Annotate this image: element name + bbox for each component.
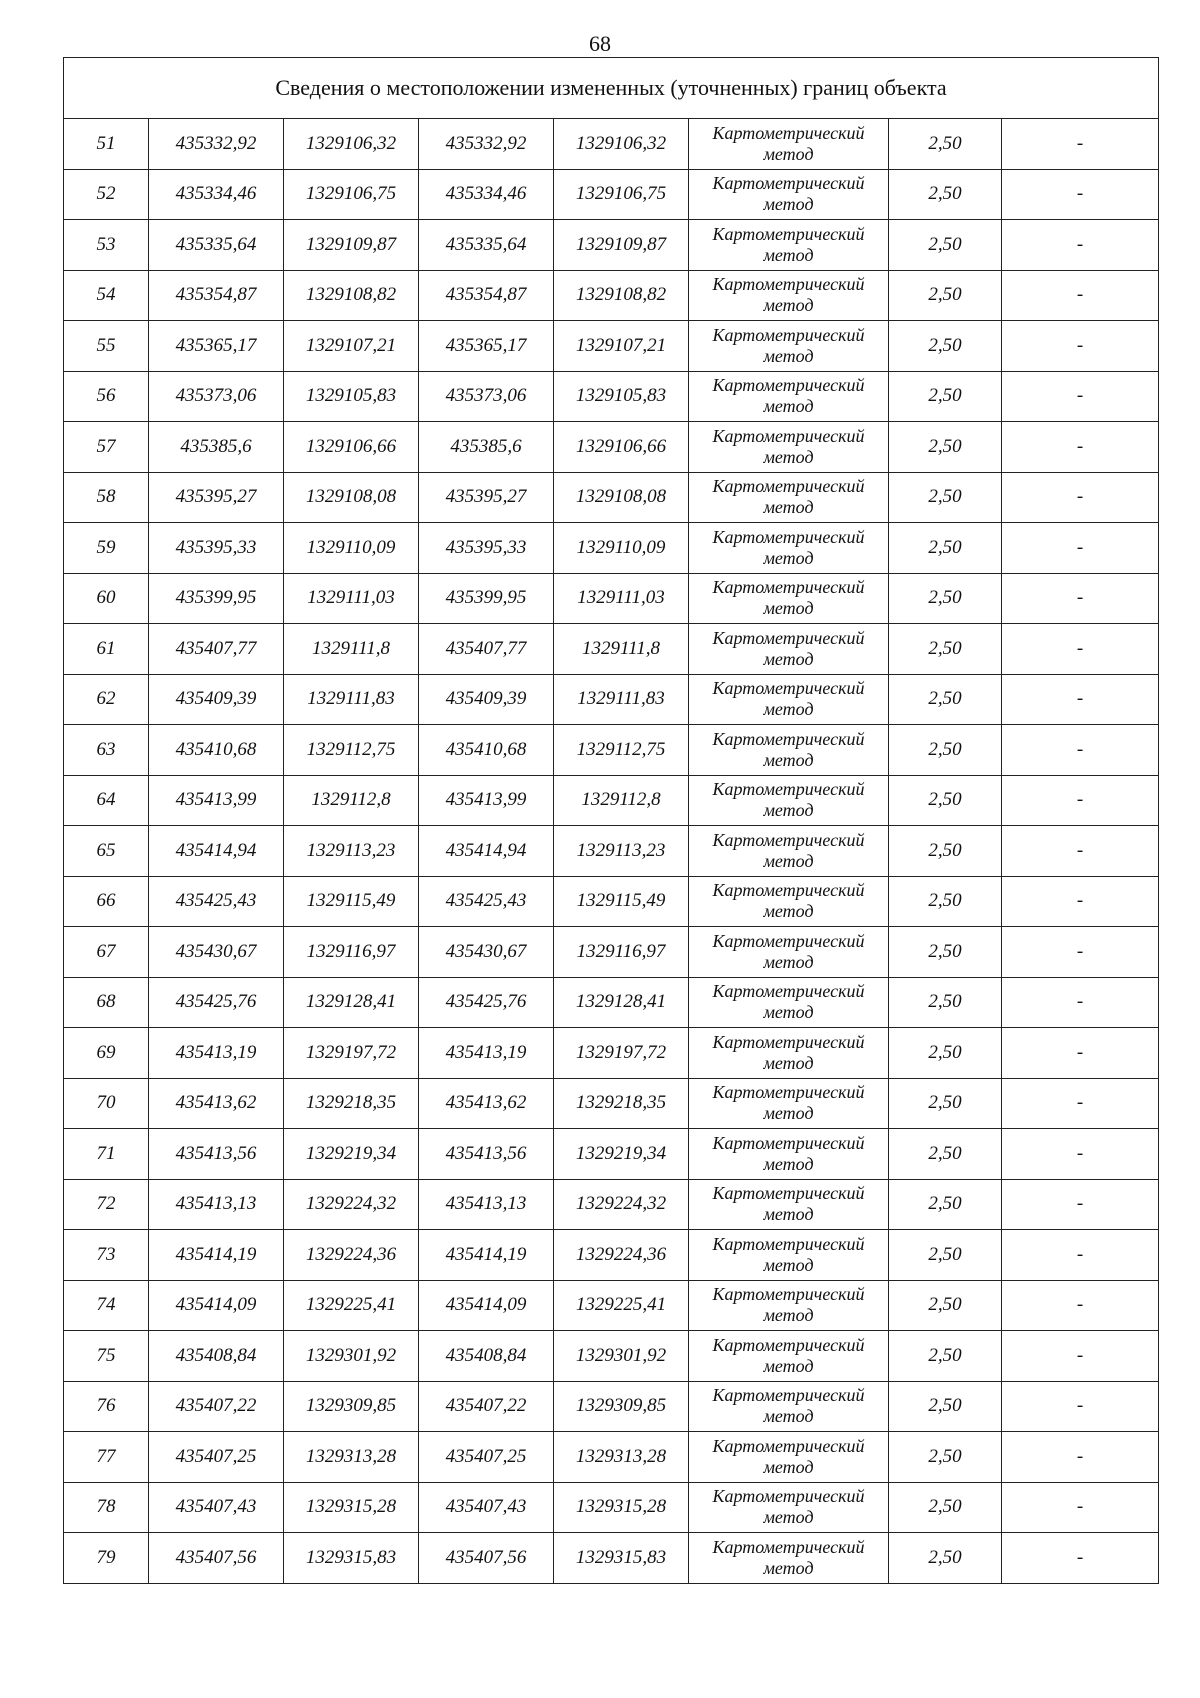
refined-y-cell: 1329110,09 (554, 523, 689, 574)
existing-x-cell: 435354,87 (149, 270, 284, 321)
accuracy-cell: 2,50 (889, 220, 1002, 271)
existing-x-cell: 435409,39 (149, 674, 284, 725)
existing-y-cell: 1329315,83 (284, 1533, 419, 1584)
existing-y-cell: 1329301,92 (284, 1331, 419, 1382)
method-text: Картометрический метод (712, 1334, 865, 1376)
refined-y-cell: 1329225,41 (554, 1280, 689, 1331)
accuracy-cell: 2,50 (889, 725, 1002, 776)
point-number-cell: 55 (64, 321, 149, 372)
existing-x-cell: 435430,67 (149, 927, 284, 978)
accuracy-cell: 2,50 (889, 270, 1002, 321)
refined-x-cell: 435395,27 (419, 472, 554, 523)
point-number-cell: 69 (64, 1028, 149, 1079)
method-text: Картометрический метод (712, 779, 865, 821)
existing-y-cell: 1329224,32 (284, 1179, 419, 1230)
accuracy-cell: 2,50 (889, 1230, 1002, 1281)
refined-x-cell: 435430,67 (419, 927, 554, 978)
method-cell (689, 1028, 889, 1079)
method-cell (689, 1331, 889, 1382)
point-number-cell: 76 (64, 1381, 149, 1432)
method-text: Картометрический метод (712, 274, 865, 316)
accuracy-cell: 2,50 (889, 775, 1002, 826)
note-cell: - (1002, 422, 1159, 473)
refined-x-cell: 435407,56 (419, 1533, 554, 1584)
accuracy-cell: 2,50 (889, 927, 1002, 978)
existing-x-cell: 435373,06 (149, 371, 284, 422)
point-number-cell: 54 (64, 270, 149, 321)
method-cell (689, 1381, 889, 1432)
point-number-cell: 75 (64, 1331, 149, 1382)
method-text: Картометрический метод (712, 678, 865, 720)
method-cell (689, 1179, 889, 1230)
refined-x-cell: 435332,92 (419, 119, 554, 170)
existing-y-cell: 1329225,41 (284, 1280, 419, 1331)
note-cell: - (1002, 169, 1159, 220)
accuracy-cell: 2,50 (889, 977, 1002, 1028)
existing-y-cell: 1329105,83 (284, 371, 419, 422)
refined-x-cell: 435407,22 (419, 1381, 554, 1432)
refined-x-cell: 435407,43 (419, 1482, 554, 1533)
refined-y-cell: 1329224,36 (554, 1230, 689, 1281)
refined-y-cell: 1329112,8 (554, 775, 689, 826)
refined-y-cell: 1329128,41 (554, 977, 689, 1028)
note-cell: - (1002, 119, 1159, 170)
method-cell (689, 1482, 889, 1533)
accuracy-cell: 2,50 (889, 119, 1002, 170)
existing-x-cell: 435414,94 (149, 826, 284, 877)
existing-x-cell: 435413,13 (149, 1179, 284, 1230)
existing-x-cell: 435335,64 (149, 220, 284, 271)
existing-x-cell: 435334,46 (149, 169, 284, 220)
accuracy-cell: 2,50 (889, 1432, 1002, 1483)
point-number-cell: 62 (64, 674, 149, 725)
refined-x-cell: 435413,62 (419, 1078, 554, 1129)
note-cell: - (1002, 1230, 1159, 1281)
note-cell: - (1002, 775, 1159, 826)
existing-y-cell: 1329315,28 (284, 1482, 419, 1533)
accuracy-cell: 2,50 (889, 1533, 1002, 1584)
note-cell: - (1002, 725, 1159, 776)
refined-y-cell: 1329115,49 (554, 876, 689, 927)
refined-x-cell: 435385,6 (419, 422, 554, 473)
existing-y-cell: 1329111,83 (284, 674, 419, 725)
table-row (64, 169, 1159, 220)
method-cell (689, 270, 889, 321)
point-number-cell: 63 (64, 725, 149, 776)
existing-y-cell: 1329115,49 (284, 876, 419, 927)
refined-y-cell: 1329108,08 (554, 472, 689, 523)
table-row (64, 220, 1159, 271)
refined-y-cell: 1329309,85 (554, 1381, 689, 1432)
method-text: Картометрический метод (712, 930, 865, 972)
existing-y-cell: 1329108,82 (284, 270, 419, 321)
point-number-cell: 64 (64, 775, 149, 826)
point-number-cell: 59 (64, 523, 149, 574)
point-number-cell: 56 (64, 371, 149, 422)
note-cell: - (1002, 826, 1159, 877)
existing-x-cell: 435407,22 (149, 1381, 284, 1432)
note-cell: - (1002, 270, 1159, 321)
existing-y-cell: 1329106,66 (284, 422, 419, 473)
point-number-cell: 51 (64, 119, 149, 170)
existing-y-cell: 1329218,35 (284, 1078, 419, 1129)
refined-x-cell: 435334,46 (419, 169, 554, 220)
existing-x-cell: 435395,27 (149, 472, 284, 523)
refined-x-cell: 435365,17 (419, 321, 554, 372)
accuracy-cell: 2,50 (889, 876, 1002, 927)
method-text: Картометрический метод (712, 728, 865, 770)
refined-x-cell: 435413,19 (419, 1028, 554, 1079)
accuracy-cell: 2,50 (889, 1331, 1002, 1382)
refined-y-cell: 1329218,35 (554, 1078, 689, 1129)
table-row (64, 624, 1159, 675)
point-number-cell: 71 (64, 1129, 149, 1180)
table-row (64, 1078, 1159, 1129)
existing-y-cell: 1329309,85 (284, 1381, 419, 1432)
method-text: Картометрический метод (712, 1536, 865, 1578)
accuracy-cell: 2,50 (889, 624, 1002, 675)
method-text: Картометрический метод (712, 324, 865, 366)
refined-x-cell: 435373,06 (419, 371, 554, 422)
refined-y-cell: 1329106,75 (554, 169, 689, 220)
refined-x-cell: 435407,25 (419, 1432, 554, 1483)
method-text: Картометрический метод (712, 425, 865, 467)
method-cell (689, 472, 889, 523)
existing-y-cell: 1329313,28 (284, 1432, 419, 1483)
refined-y-cell: 1329116,97 (554, 927, 689, 978)
method-text: Картометрический метод (712, 1486, 865, 1528)
existing-x-cell: 435385,6 (149, 422, 284, 473)
note-cell: - (1002, 674, 1159, 725)
existing-x-cell: 435395,33 (149, 523, 284, 574)
refined-y-cell: 1329224,32 (554, 1179, 689, 1230)
existing-x-cell: 435407,56 (149, 1533, 284, 1584)
method-text: Картометрический метод (712, 1284, 865, 1326)
method-text: Картометрический метод (712, 627, 865, 669)
method-cell (689, 321, 889, 372)
accuracy-cell: 2,50 (889, 371, 1002, 422)
accuracy-cell: 2,50 (889, 1482, 1002, 1533)
existing-x-cell: 435425,76 (149, 977, 284, 1028)
refined-y-cell: 1329111,8 (554, 624, 689, 675)
point-number-cell: 66 (64, 876, 149, 927)
note-cell: - (1002, 1381, 1159, 1432)
page-number: 68 (589, 31, 611, 56)
existing-x-cell: 435413,56 (149, 1129, 284, 1180)
note-cell: - (1002, 1331, 1159, 1382)
table-row (64, 977, 1159, 1028)
note-cell: - (1002, 1028, 1159, 1079)
refined-x-cell: 435354,87 (419, 270, 554, 321)
note-cell: - (1002, 1280, 1159, 1331)
existing-x-cell: 435413,62 (149, 1078, 284, 1129)
existing-y-cell: 1329107,21 (284, 321, 419, 372)
table-row (64, 573, 1159, 624)
refined-y-cell: 1329108,82 (554, 270, 689, 321)
refined-y-cell: 1329315,83 (554, 1533, 689, 1584)
point-number-cell: 77 (64, 1432, 149, 1483)
existing-y-cell: 1329224,36 (284, 1230, 419, 1281)
existing-x-cell: 435408,84 (149, 1331, 284, 1382)
existing-x-cell: 435414,09 (149, 1280, 284, 1331)
table-row (64, 927, 1159, 978)
note-cell: - (1002, 927, 1159, 978)
existing-x-cell: 435413,99 (149, 775, 284, 826)
note-cell: - (1002, 523, 1159, 574)
point-number-cell: 58 (64, 472, 149, 523)
method-cell (689, 169, 889, 220)
note-cell: - (1002, 472, 1159, 523)
existing-y-cell: 1329219,34 (284, 1129, 419, 1180)
existing-y-cell: 1329108,08 (284, 472, 419, 523)
method-text: Картометрический метод (712, 829, 865, 871)
point-number-cell: 72 (64, 1179, 149, 1230)
existing-y-cell: 1329110,09 (284, 523, 419, 574)
method-cell (689, 1432, 889, 1483)
table-row (64, 775, 1159, 826)
table-row (64, 270, 1159, 321)
refined-y-cell: 1329106,66 (554, 422, 689, 473)
point-number-cell: 65 (64, 826, 149, 877)
point-number-cell: 74 (64, 1280, 149, 1331)
point-number-cell: 67 (64, 927, 149, 978)
method-cell (689, 775, 889, 826)
refined-y-cell: 1329197,72 (554, 1028, 689, 1079)
point-number-cell: 61 (64, 624, 149, 675)
existing-x-cell: 435414,19 (149, 1230, 284, 1281)
refined-x-cell: 435413,13 (419, 1179, 554, 1230)
refined-x-cell: 435414,94 (419, 826, 554, 877)
table-row (64, 1129, 1159, 1180)
point-number-cell: 60 (64, 573, 149, 624)
method-cell (689, 1280, 889, 1331)
refined-x-cell: 435413,56 (419, 1129, 554, 1180)
method-text: Картометрический метод (712, 1183, 865, 1225)
refined-x-cell: 435410,68 (419, 725, 554, 776)
existing-x-cell: 435425,43 (149, 876, 284, 927)
accuracy-cell: 2,50 (889, 472, 1002, 523)
method-text: Картометрический метод (712, 173, 865, 215)
existing-x-cell: 435413,19 (149, 1028, 284, 1079)
existing-y-cell: 1329113,23 (284, 826, 419, 877)
table-row (64, 674, 1159, 725)
refined-y-cell: 1329315,28 (554, 1482, 689, 1533)
table-row (64, 1179, 1159, 1230)
method-text: Картометрический метод (712, 577, 865, 619)
method-text: Картометрический метод (712, 1385, 865, 1427)
note-cell: - (1002, 1078, 1159, 1129)
note-cell: - (1002, 1129, 1159, 1180)
refined-y-cell: 1329219,34 (554, 1129, 689, 1180)
note-cell: - (1002, 1179, 1159, 1230)
refined-x-cell: 435407,77 (419, 624, 554, 675)
existing-y-cell: 1329111,8 (284, 624, 419, 675)
method-text: Картометрический метод (712, 1132, 865, 1174)
method-cell (689, 826, 889, 877)
point-number-cell: 78 (64, 1482, 149, 1533)
point-number-cell: 53 (64, 220, 149, 271)
accuracy-cell: 2,50 (889, 1129, 1002, 1180)
method-cell (689, 725, 889, 776)
refined-y-cell: 1329105,83 (554, 371, 689, 422)
method-cell (689, 876, 889, 927)
point-number-cell: 73 (64, 1230, 149, 1281)
table-caption: Сведения о местоположении измененных (уточненных) границ объекта (64, 58, 1159, 119)
table-row (64, 371, 1159, 422)
method-cell (689, 573, 889, 624)
table-row (64, 1432, 1159, 1483)
refined-x-cell: 435408,84 (419, 1331, 554, 1382)
note-cell: - (1002, 876, 1159, 927)
point-number-cell: 79 (64, 1533, 149, 1584)
table-row (64, 523, 1159, 574)
method-text: Картометрический метод (712, 1082, 865, 1124)
accuracy-cell: 2,50 (889, 321, 1002, 372)
table-row (64, 472, 1159, 523)
table-row (64, 1482, 1159, 1533)
note-cell: - (1002, 624, 1159, 675)
existing-y-cell: 1329106,32 (284, 119, 419, 170)
refined-y-cell: 1329111,03 (554, 573, 689, 624)
method-cell (689, 371, 889, 422)
method-cell (689, 422, 889, 473)
refined-x-cell: 435414,09 (419, 1280, 554, 1331)
refined-x-cell: 435399,95 (419, 573, 554, 624)
existing-x-cell: 435365,17 (149, 321, 284, 372)
accuracy-cell: 2,50 (889, 674, 1002, 725)
table-row (64, 1331, 1159, 1382)
table-row (64, 725, 1159, 776)
note-cell: - (1002, 1533, 1159, 1584)
refined-x-cell: 435413,99 (419, 775, 554, 826)
accuracy-cell: 2,50 (889, 573, 1002, 624)
existing-y-cell: 1329109,87 (284, 220, 419, 271)
note-cell: - (1002, 573, 1159, 624)
existing-y-cell: 1329128,41 (284, 977, 419, 1028)
method-text: Картометрический метод (712, 1031, 865, 1073)
method-cell (689, 927, 889, 978)
accuracy-cell: 2,50 (889, 422, 1002, 473)
note-cell: - (1002, 371, 1159, 422)
refined-x-cell: 435409,39 (419, 674, 554, 725)
note-cell: - (1002, 321, 1159, 372)
refined-y-cell: 1329109,87 (554, 220, 689, 271)
table-row (64, 1533, 1159, 1584)
existing-y-cell: 1329197,72 (284, 1028, 419, 1079)
existing-y-cell: 1329116,97 (284, 927, 419, 978)
table-row (64, 422, 1159, 473)
point-number-cell: 57 (64, 422, 149, 473)
accuracy-cell: 2,50 (889, 169, 1002, 220)
method-text: Картометрический метод (712, 880, 865, 922)
point-number-cell: 52 (64, 169, 149, 220)
table-row (64, 1381, 1159, 1432)
refined-y-cell: 1329313,28 (554, 1432, 689, 1483)
note-cell: - (1002, 1482, 1159, 1533)
boundary-coordinates-table (63, 57, 1159, 1584)
existing-y-cell: 1329112,8 (284, 775, 419, 826)
refined-y-cell: 1329113,23 (554, 826, 689, 877)
refined-x-cell: 435395,33 (419, 523, 554, 574)
refined-x-cell: 435425,76 (419, 977, 554, 1028)
accuracy-cell: 2,50 (889, 1179, 1002, 1230)
existing-x-cell: 435407,43 (149, 1482, 284, 1533)
method-cell (689, 1533, 889, 1584)
method-cell (689, 523, 889, 574)
note-cell: - (1002, 977, 1159, 1028)
existing-x-cell: 435332,92 (149, 119, 284, 170)
note-cell: - (1002, 1432, 1159, 1483)
method-text: Картометрический метод (712, 122, 865, 164)
table-row (64, 1028, 1159, 1079)
refined-y-cell: 1329107,21 (554, 321, 689, 372)
refined-x-cell: 435414,19 (419, 1230, 554, 1281)
method-cell (689, 674, 889, 725)
refined-y-cell: 1329111,83 (554, 674, 689, 725)
table-row (64, 1280, 1159, 1331)
table-row (64, 826, 1159, 877)
method-cell (689, 1078, 889, 1129)
method-text: Картометрический метод (712, 526, 865, 568)
accuracy-cell: 2,50 (889, 1280, 1002, 1331)
method-text: Картометрический метод (712, 375, 865, 417)
method-cell (689, 977, 889, 1028)
table-row (64, 119, 1159, 170)
existing-x-cell: 435407,25 (149, 1432, 284, 1483)
note-cell: - (1002, 220, 1159, 271)
method-cell (689, 220, 889, 271)
method-cell (689, 1129, 889, 1180)
method-cell (689, 1230, 889, 1281)
method-text: Картометрический метод (712, 223, 865, 265)
refined-y-cell: 1329106,32 (554, 119, 689, 170)
accuracy-cell: 2,50 (889, 523, 1002, 574)
accuracy-cell: 2,50 (889, 1028, 1002, 1079)
method-cell (689, 119, 889, 170)
existing-x-cell: 435407,77 (149, 624, 284, 675)
method-text: Картометрический метод (712, 1233, 865, 1275)
refined-x-cell: 435425,43 (419, 876, 554, 927)
refined-y-cell: 1329112,75 (554, 725, 689, 776)
accuracy-cell: 2,50 (889, 1078, 1002, 1129)
refined-y-cell: 1329301,92 (554, 1331, 689, 1382)
table-caption-row (64, 58, 1159, 119)
point-number-cell: 70 (64, 1078, 149, 1129)
table-row (64, 876, 1159, 927)
method-text: Картометрический метод (712, 476, 865, 518)
accuracy-cell: 2,50 (889, 826, 1002, 877)
accuracy-cell: 2,50 (889, 1381, 1002, 1432)
table-row (64, 321, 1159, 372)
existing-y-cell: 1329106,75 (284, 169, 419, 220)
table-body (64, 119, 1159, 1584)
method-cell (689, 624, 889, 675)
method-text: Картометрический метод (712, 981, 865, 1023)
existing-x-cell: 435410,68 (149, 725, 284, 776)
existing-y-cell: 1329111,03 (284, 573, 419, 624)
table-row (64, 1230, 1159, 1281)
point-number-cell: 68 (64, 977, 149, 1028)
existing-y-cell: 1329112,75 (284, 725, 419, 776)
method-text: Картометрический метод (712, 1435, 865, 1477)
existing-x-cell: 435399,95 (149, 573, 284, 624)
refined-x-cell: 435335,64 (419, 220, 554, 271)
